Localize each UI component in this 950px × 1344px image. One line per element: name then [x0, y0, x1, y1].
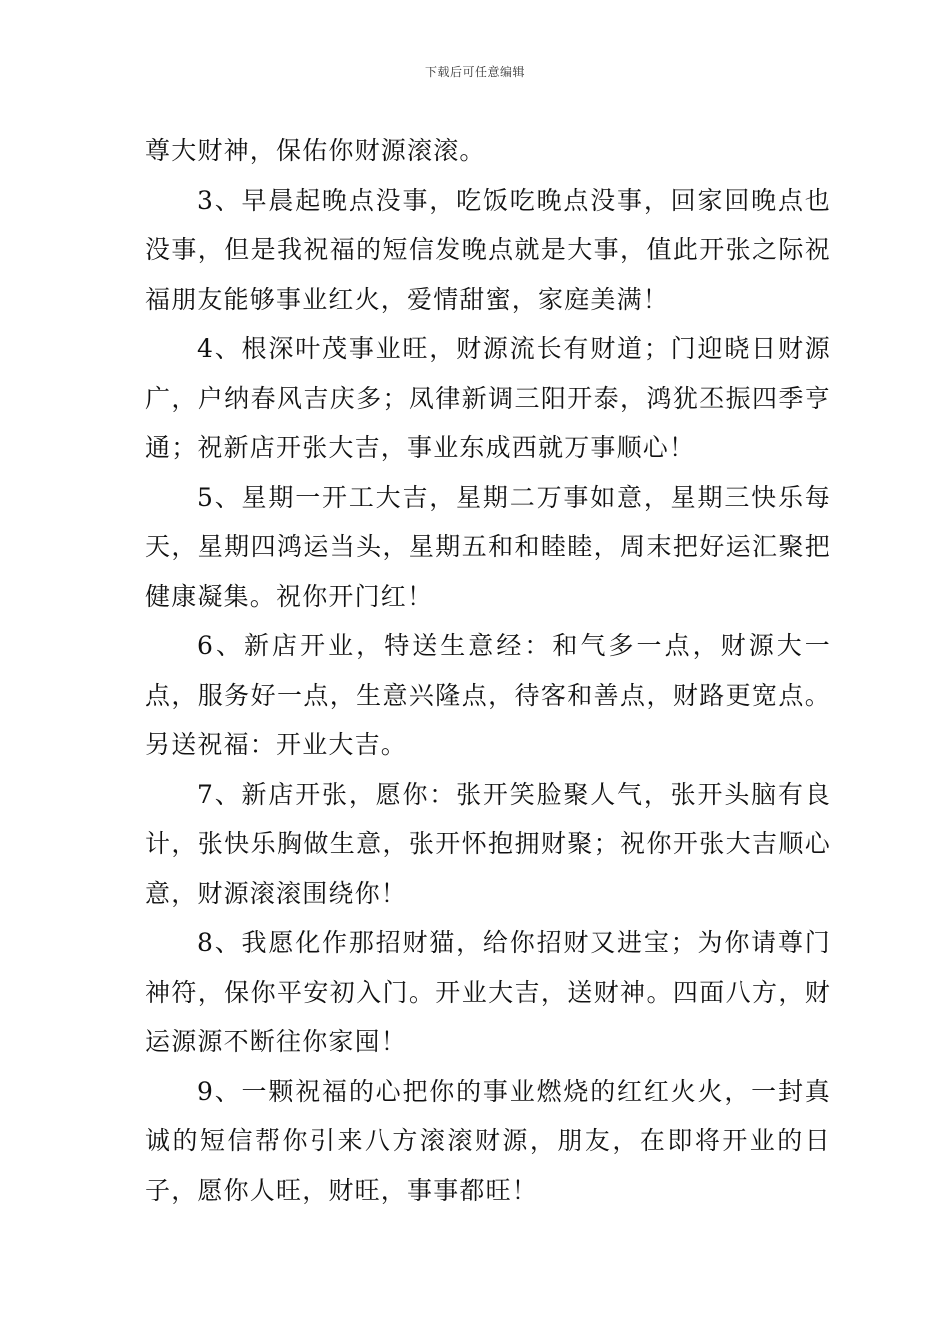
paragraph-item-6: 6、新店开业，特送生意经：和气多一点，财源大一点，服务好一点，生意兴隆点，待客和善点，财路更宽点。另送祝福：开业大吉。 — [145, 631, 831, 759]
document-body — [145, 126, 831, 1215]
paragraph-item-4: 4、根深叶茂事业旺，财源流长有财道；门迎晓日财源广，户纳春风吉庆多；凤律新调三阳开泰，鸿犹丕振四季亨通；祝新店开张大吉，事业东成西就万事顺心！ — [145, 334, 831, 462]
paragraph-item-3: 3、早晨起晚点没事，吃饭吃晚点没事，回家回晚点也没事，但是我祝福的短信发晚点就是大事，值此开张之际祝福朋友能够事业红火，爱情甜蜜，家庭美满！ — [145, 185, 831, 314]
paragraph-item-8: 8、我愿化作那招财猫，给你招财又进宝；为你请尊门神符，保你平安初入门。开业大吉，送财神。四面八方，财运源源不断往你家囤！ — [145, 928, 831, 1056]
paragraph-item-9: 9、一颗祝福的心把你的事业燃烧的红红火火，一封真诚的短信帮你引来八方滚滚财源，朋友，在即将开业的日子，愿你人旺，财旺，事事都旺！ — [145, 1076, 831, 1205]
paragraph-continuation: 尊大财神，保佑你财源滚滚。 — [145, 136, 486, 165]
page-header: 下载后可任意编辑 — [424, 65, 525, 79]
paragraph-item-7: 7、新店开张，愿你：张开笑脸聚人气，张开头脑有良计，张快乐胸做生意，张开怀抱拥财聚；祝你开张大吉顺心意，财源滚滚围绕你！ — [145, 779, 831, 908]
paragraph-item-5: 5、星期一开工大吉，星期二万事如意，星期三快乐每天，星期四鸿运当头，星期五和和睦睦，周末把好运汇聚把健康凝集。祝你开门红！ — [145, 482, 831, 611]
